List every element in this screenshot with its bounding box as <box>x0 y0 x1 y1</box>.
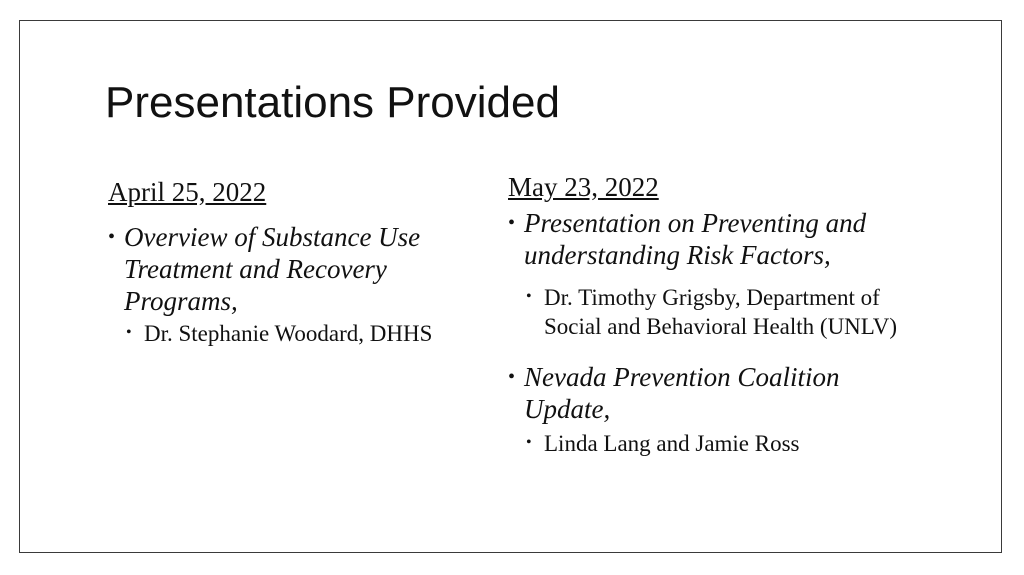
presenter-name: Dr. Timothy Grigsby, Department of Social and Behavioral Health (UNLV) <box>544 285 897 340</box>
presenter-name: Dr. Stephanie Woodard, DHHS <box>144 321 433 347</box>
presentation-item: • Presentation on Preventing and understanding Risk Factors, <box>508 208 867 271</box>
left-column <box>108 176 478 348</box>
presenter-item <box>126 319 478 348</box>
presenter-item <box>526 429 928 458</box>
bullet-icon: • <box>508 366 516 389</box>
presentation-item: • Nevada Prevention Coalition Update, <box>508 362 840 425</box>
presenter-item <box>526 283 928 341</box>
bullet-icon: • <box>526 288 532 306</box>
presentation-item: • Overview of Substance Use Treatment and Recovery Programs, <box>108 222 421 317</box>
bullet-icon: • <box>108 226 116 249</box>
presentation-title: Nevada Prevention Coalition Update <box>524 362 840 425</box>
right-column <box>508 171 928 458</box>
bullet-icon: • <box>126 324 132 342</box>
bullet-icon: • <box>526 434 532 452</box>
right-date-heading: May 23, 2022 <box>508 172 659 202</box>
bullet-icon: • <box>508 212 516 235</box>
presentation-title: Overview of Substance Use Treatment and Recovery Programs <box>124 222 421 317</box>
slide-title: Presentations Provided <box>105 78 560 127</box>
slide <box>19 20 1002 553</box>
left-date-heading: April 25, 2022 <box>108 177 267 207</box>
presentation-title: Presentation on Preventing and understanding Risk Factors <box>524 208 867 271</box>
presenter-name: Linda Lang and Jamie Ross <box>544 431 800 457</box>
